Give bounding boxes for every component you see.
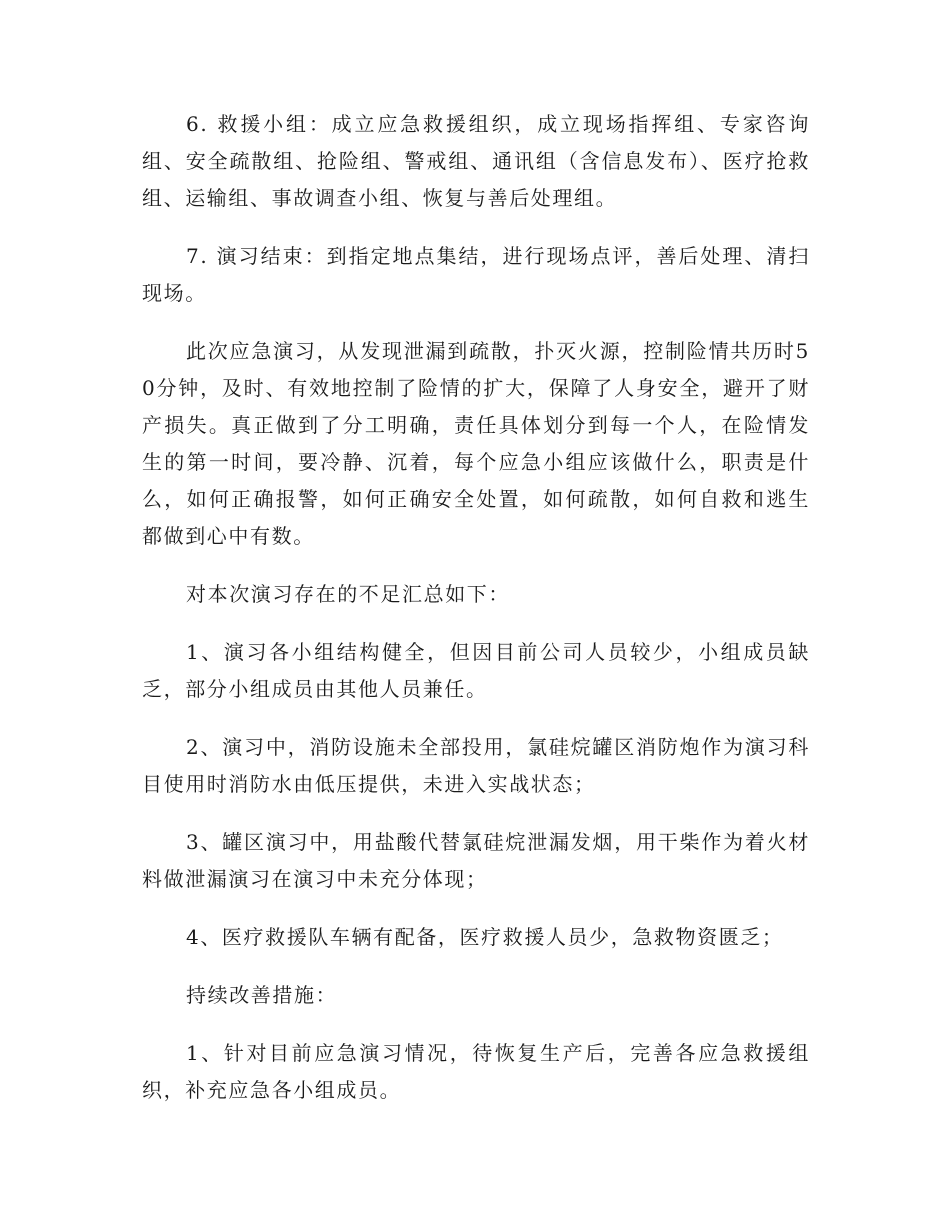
paragraph-shortcoming-3: 3、罐区演习中，用盐酸代替氯硅烷泄漏发烟，用干柴作为着火材料做泄漏演习在演习中未充分体现； <box>142 830 810 891</box>
paragraph-improvement-1: 1、针对目前应急演习情况，待恢复生产后，完善各应急救援组织，补充应急各小组成员。 <box>142 1041 810 1102</box>
paragraph-drill-end: 7. 演习结束：到指定地点集结，进行现场点评，善后处理、清扫现场。 <box>142 244 810 305</box>
paragraph-shortcoming-2: 2、演习中，消防设施未全部投用，氯硅烷罐区消防炮作为演习科目使用时消防水由低压提供，未进入实战状态； <box>142 735 810 796</box>
paragraph-shortcoming-1: 1、演习各小组结构健全，但因目前公司人员较少，小组成员缺乏，部分小组成员由其他人员兼任。 <box>142 640 810 701</box>
paragraph-drill-summary: 此次应急演习，从发现泄漏到疏散，扑灭火源，控制险情共历时50分钟，及时、有效地控制了险情的扩大，保障了人身安全，避开了财产损失。真正做到了分工明确，责任具体划分到每一个人，在险情发生的第一时间，要冷静、沉着，每个应急小组应该做什么，职责是什么，如何正确报警，如何正确安全处置，如何疏散，如何自救和逃生都做到心中有数。 <box>142 339 810 548</box>
document-body <box>142 106 810 1130</box>
paragraph-shortcomings-heading: 对本次演习存在的不足汇总如下： <box>186 582 510 606</box>
paragraph-rescue-team: 6. 救援小组：成立应急救援组织，成立现场指挥组、专家咨询组、安全疏散组、抢险组、警戒组、通讯组（含信息发布）、医疗抢救组、运输组、事故调查小组、恢复与善后处理组。 <box>142 112 810 210</box>
paragraph-shortcoming-4: 4、医疗救援队车辆有配备，医疗救援人员少，急救物资匮乏； <box>186 925 784 949</box>
paragraph-improvement-heading: 持续改善措施： <box>186 983 338 1007</box>
